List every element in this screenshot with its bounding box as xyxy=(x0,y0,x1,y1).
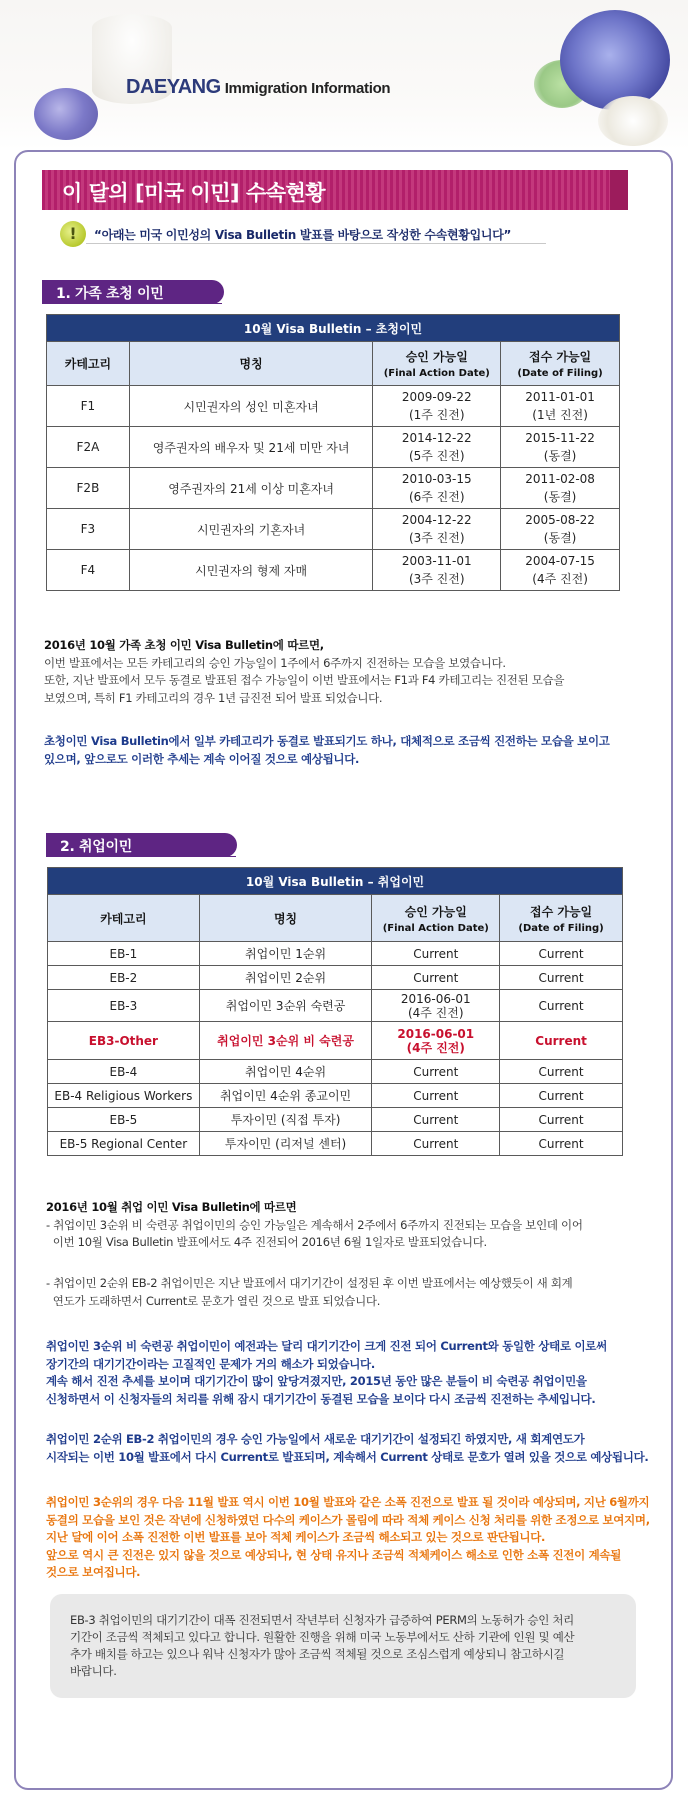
cell-category: EB-4 Religious Workers xyxy=(48,1084,200,1108)
col-header-final-action-label: 승인 가능일 xyxy=(405,350,468,364)
cell-filing xyxy=(501,509,620,550)
page-title-banner xyxy=(42,170,628,210)
final-action-date: 2010-03-15 xyxy=(401,471,472,486)
employment-summary-line: - 취업이민 3순위 비 숙련공 취업이민의 승인 가능일은 계속해서 2주에서 6주까지 진전되는 모습을 보인데 이어 xyxy=(46,1217,583,1232)
cell-filing: Current xyxy=(500,990,623,1022)
final-action-note: (3주 진전) xyxy=(408,530,465,545)
cell-name: 취업이민 1순위 xyxy=(199,942,372,966)
table-row xyxy=(48,1060,623,1084)
table-row xyxy=(47,550,620,591)
analysis-line: 취업이민 2순위 EB-2 취업이민의 경우 승인 가능일에서 새로운 대기기간이 설정되긴 하였지만, 새 회계연도가 xyxy=(46,1432,585,1446)
family-outlook xyxy=(44,733,610,768)
filing-date: 2011-02-08 xyxy=(525,471,595,486)
eb3-note-box xyxy=(50,1594,636,1698)
cell-category: F2B xyxy=(47,468,130,509)
logo xyxy=(126,76,390,99)
cell-name: 영주권자의 배우자 및 21세 미만 자녀 xyxy=(129,427,373,468)
col-header-filing-sub: (Date of Filing) xyxy=(518,922,604,934)
cell-category: EB-5 xyxy=(48,1108,200,1132)
header-banner xyxy=(0,0,688,150)
brand-subtitle: Immigration Information xyxy=(224,80,391,97)
table-caption: 10월 Visa Bulletin – 초청이민 xyxy=(47,315,620,342)
forecast-line: 동결의 모습을 보인 것은 작년에 신청하였던 다수의 케이스가 몰림에 따라 적체 케이스 신청 처리를 위한 조정으로 보여지며, xyxy=(46,1512,650,1527)
col-header-filing-sub: (Date of Filing) xyxy=(517,368,603,379)
cell-category: EB-1 xyxy=(48,942,200,966)
cell-name: 투자이민 (직접 투자) xyxy=(199,1108,372,1132)
table-caption: 10월 Visa Bulletin – 취업이민 xyxy=(48,868,623,895)
table-row xyxy=(47,386,620,427)
cell-name: 시민권자의 기혼자녀 xyxy=(129,509,373,550)
note-line: EB-3 취업이민의 대기기간이 대폭 진전되면서 작년부터 신청자가 급증하여 PERM의 노동허가 승인 처리 xyxy=(70,1613,574,1627)
exclamation-icon: ! xyxy=(60,221,86,247)
notice-text: “아래는 미국 이민성의 Visa Bulletin 발표를 바탕으로 작성한 수속현황입니다” xyxy=(94,228,512,242)
forecast-line: 것으로 보여집니다. xyxy=(46,1565,141,1579)
final-action-date: 2016-06-01 xyxy=(400,991,471,1006)
filing-date: 2005-08-22 xyxy=(525,512,595,527)
cell-final-action xyxy=(372,1108,500,1132)
employment-analysis-eb2 xyxy=(46,1431,648,1466)
analysis-line: 장기간의 대기기간이라는 고질적인 문제가 거의 해소가 되었습니다. xyxy=(46,1356,375,1371)
cell-name: 취업이민 3순위 숙련공 xyxy=(199,990,372,1022)
cell-final-action xyxy=(372,942,500,966)
section-title-family xyxy=(42,280,224,304)
analysis-line: 시작되는 이번 10월 발표에서 다시 Current로 발표되며, 계속해서 Current 상태로 문호가 열려 있을 것으로 예상됩니다. xyxy=(46,1449,649,1464)
col-header-final-action-label: 승인 가능일 xyxy=(404,904,467,919)
family-summary-line: 이번 발표에서는 모든 카테고리의 승인 가능일이 1주에서 6주까지 진전하는 모습을 보였습니다. xyxy=(44,655,506,670)
table-row xyxy=(47,427,620,468)
filing-note: (동결) xyxy=(543,489,577,504)
employment-summary-line: - 취업이민 2순위 EB-2 취업이민은 지난 발표에서 대기기간이 설정된 후 이번 발표에서는 예상했듯이 새 회계 xyxy=(46,1276,573,1290)
cell-final-action xyxy=(373,509,501,550)
col-header-final-action xyxy=(373,342,501,386)
forecast-line: 지난 달에 이어 소폭 진전한 이번 발표를 보아 적체 케이스가 조금씩 해소되고 있는 것으로 판단됩니다. xyxy=(46,1530,546,1544)
cell-final-action xyxy=(373,550,501,591)
filing-date: 2004-07-15 xyxy=(525,553,595,568)
flower-image-right xyxy=(560,10,670,110)
cell-filing: Current xyxy=(500,966,623,990)
employment-summary-line: 이번 10월 Visa Bulletin 발표에서도 4주 진전되어 2016년 6월 1일자로 발표되었습니다. xyxy=(46,1235,487,1249)
final-action-date: Current xyxy=(413,1088,459,1103)
col-header-name: 명칭 xyxy=(199,895,372,942)
page-title: 이 달의 [미국 이민] 수속현황 xyxy=(62,181,326,205)
cell-name: 투자이민 (리저널 센터) xyxy=(199,1132,372,1156)
final-action-date: Current xyxy=(413,946,459,961)
table-row xyxy=(47,509,620,550)
cell-final-action xyxy=(372,1132,500,1156)
family-outlook-line: 있으며, 앞으로도 이러한 추세는 계속 이어질 것으로 예상됩니다. xyxy=(44,751,360,766)
table-row xyxy=(47,468,620,509)
cell-category: F4 xyxy=(47,550,130,591)
table-row xyxy=(48,1108,623,1132)
cell-final-action xyxy=(372,1060,500,1084)
section-divider xyxy=(46,856,236,857)
forecast-line: 취업이민 3순위의 경우 다음 11월 발표 역시 이번 10월 발표와 같은 소폭 진전으로 발표 될 것이라 예상되며, 지난 6월까지 xyxy=(46,1495,650,1509)
col-header-category: 카테고리 xyxy=(48,895,200,942)
notice-underline xyxy=(86,243,546,244)
col-header-filing-label: 접수 가능일 xyxy=(529,350,592,364)
final-action-note: (3주 진전) xyxy=(408,571,465,586)
filing-date: 2011-01-01 xyxy=(525,389,595,404)
section-title-family-label: 1. 가족 초청 이민 xyxy=(56,286,164,302)
cell-final-action xyxy=(373,468,501,509)
cell-name: 취업이민 4순위 종교이민 xyxy=(199,1084,372,1108)
employment-analysis-eb3 xyxy=(46,1338,607,1408)
col-header-name: 명칭 xyxy=(129,342,373,386)
section-divider xyxy=(42,303,222,304)
cell-name: 시민권자의 성인 미혼자녀 xyxy=(129,386,373,427)
cell-final-action xyxy=(372,1084,500,1108)
final-action-date: 2014-12-22 xyxy=(401,430,472,445)
final-action-note: (1주 진전) xyxy=(408,407,465,422)
cell-category: EB3-Other xyxy=(48,1022,200,1060)
employment-visa-table xyxy=(47,867,623,1156)
family-summary-line: 보였으며, 특히 F1 카테고리의 경우 1년 급진전 되어 발표 되었습니다. xyxy=(44,690,383,705)
family-visa-table xyxy=(46,314,620,591)
col-header-final-action-sub: (Final Action Date) xyxy=(383,368,490,379)
cell-final-action xyxy=(372,990,500,1022)
table-row xyxy=(48,942,623,966)
cell-category: EB-2 xyxy=(48,966,200,990)
cell-name: 취업이민 2순위 xyxy=(199,966,372,990)
cell-category: EB-5 Regional Center xyxy=(48,1132,200,1156)
section-title-employment-label: 2. 취업이민 xyxy=(60,839,132,855)
white-flower-image xyxy=(598,96,668,146)
cell-filing: Current xyxy=(500,942,623,966)
final-action-date: Current xyxy=(413,1136,459,1151)
employment-summary-title: 2016년 10월 취업 이민 Visa Bulletin에 따르면 xyxy=(46,1200,297,1214)
cell-filing xyxy=(501,468,620,509)
col-header-final-action-sub: (Final Action Date) xyxy=(382,922,489,934)
final-action-date: Current xyxy=(413,1064,459,1079)
final-action-date: 2009-09-22 xyxy=(401,389,472,404)
family-summary xyxy=(44,637,564,707)
employment-summary-2 xyxy=(46,1275,572,1310)
final-action-date: Current xyxy=(413,970,459,985)
table-row xyxy=(48,1132,623,1156)
cell-final-action xyxy=(373,427,501,468)
cell-filing xyxy=(501,386,620,427)
filing-date: 2015-11-22 xyxy=(525,430,595,445)
cell-category: EB-3 xyxy=(48,990,200,1022)
cell-name: 취업이민 3순위 비 숙련공 xyxy=(199,1022,372,1060)
col-header-filing-label: 접수 가능일 xyxy=(530,904,593,919)
final-action-date: Current xyxy=(413,1112,459,1127)
filing-note: (4주 진전) xyxy=(532,571,588,586)
employment-summary-line: 연도가 도래하면서 Current로 문호가 열린 것으로 발표 되었습니다. xyxy=(46,1293,381,1308)
cell-category: F3 xyxy=(47,509,130,550)
cell-name: 영주권자의 21세 이상 미혼자녀 xyxy=(129,468,373,509)
cell-filing xyxy=(501,550,620,591)
note-line: 기간이 조금씩 적체되고 있다고 합니다. 원활한 진행을 위해 미국 노동부에서도 산하 기관에 인원 및 예산 xyxy=(70,1630,575,1644)
table-row xyxy=(48,990,623,1022)
final-action-note: (5주 진전) xyxy=(408,448,465,463)
cell-name: 시민권자의 형제 자매 xyxy=(129,550,373,591)
final-action-date: 2016-06-01 xyxy=(397,1026,475,1041)
cell-filing: Current xyxy=(500,1022,623,1060)
col-header-category: 카테고리 xyxy=(47,342,130,386)
filing-note: (동결) xyxy=(543,448,577,463)
final-action-note: (4주 진전) xyxy=(407,1005,464,1020)
note-line: 추가 배치를 하고는 있으나 워낙 신청자가 많아 조금씩 적체될 것으로 조심스럽게 예상되니 참고하시길 xyxy=(70,1647,565,1661)
analysis-line: 취업이민 3순위 비 숙련공 취업이민이 예전과는 달리 대기기간이 크게 진전 되어 Current와 동일한 상태로 이로써 xyxy=(46,1339,607,1353)
employment-forecast xyxy=(46,1494,650,1582)
col-header-filing xyxy=(501,342,620,386)
brand-name: DAEYANG xyxy=(126,76,221,98)
col-header-filing xyxy=(500,895,623,942)
cell-filing: Current xyxy=(500,1132,623,1156)
table-row xyxy=(48,1022,623,1060)
analysis-line: 계속 해서 진전 추세를 보이며 대기기간이 많이 앞당겨졌지만, 2015년 동안 많은 분들이 비 숙련공 취업이민을 xyxy=(46,1374,587,1388)
cell-filing: Current xyxy=(500,1108,623,1132)
family-summary-title: 2016년 10월 가족 초청 이민 Visa Bulletin에 따르면, xyxy=(44,638,324,652)
section-title-employment xyxy=(46,833,237,857)
cell-filing xyxy=(501,427,620,468)
final-action-note: (4주 진전) xyxy=(406,1040,465,1055)
cell-category: F1 xyxy=(47,386,130,427)
filing-note: (동결) xyxy=(543,530,577,545)
filing-note: (1년 진전) xyxy=(532,407,588,422)
final-action-note: (6주 진전) xyxy=(408,489,465,504)
cell-name: 취업이민 4순위 xyxy=(199,1060,372,1084)
table-row xyxy=(48,1084,623,1108)
employment-summary xyxy=(46,1199,583,1252)
flower-image-left xyxy=(34,88,98,140)
cell-filing: Current xyxy=(500,1060,623,1084)
forecast-line: 앞으로 역시 큰 진전은 있지 않을 것으로 예상되나, 현 상태 유지나 조금씩 적체케이스 해소로 인한 소폭 진전이 계속될 xyxy=(46,1547,622,1562)
cell-filing: Current xyxy=(500,1084,623,1108)
final-action-date: 2003-11-01 xyxy=(401,553,472,568)
col-header-final-action xyxy=(372,895,500,942)
cell-final-action xyxy=(372,1022,500,1060)
analysis-line: 신청하면서 이 신청자들의 처리를 위해 잠시 대기기간이 동결된 모습을 보이다 다시 조금씩 진전하는 추세입니다. xyxy=(46,1391,596,1406)
cell-category: EB-4 xyxy=(48,1060,200,1084)
final-action-date: 2004-12-22 xyxy=(401,512,472,527)
family-outlook-line: 초청이민 Visa Bulletin에서 일부 카테고리가 동결로 발표되기도 하나, 대체적으로 조금씩 진전하는 모습을 보이고 xyxy=(44,734,610,748)
table-row xyxy=(48,966,623,990)
cell-final-action xyxy=(372,966,500,990)
note-line: 바랍니다. xyxy=(70,1664,117,1678)
family-summary-line: 또한, 지난 발표에서 모두 동결로 발표된 접수 가능일이 이번 발표에서는 F1과 F4 카테고리는 진전된 모습을 xyxy=(44,673,565,687)
cell-final-action xyxy=(373,386,501,427)
cell-category: F2A xyxy=(47,427,130,468)
